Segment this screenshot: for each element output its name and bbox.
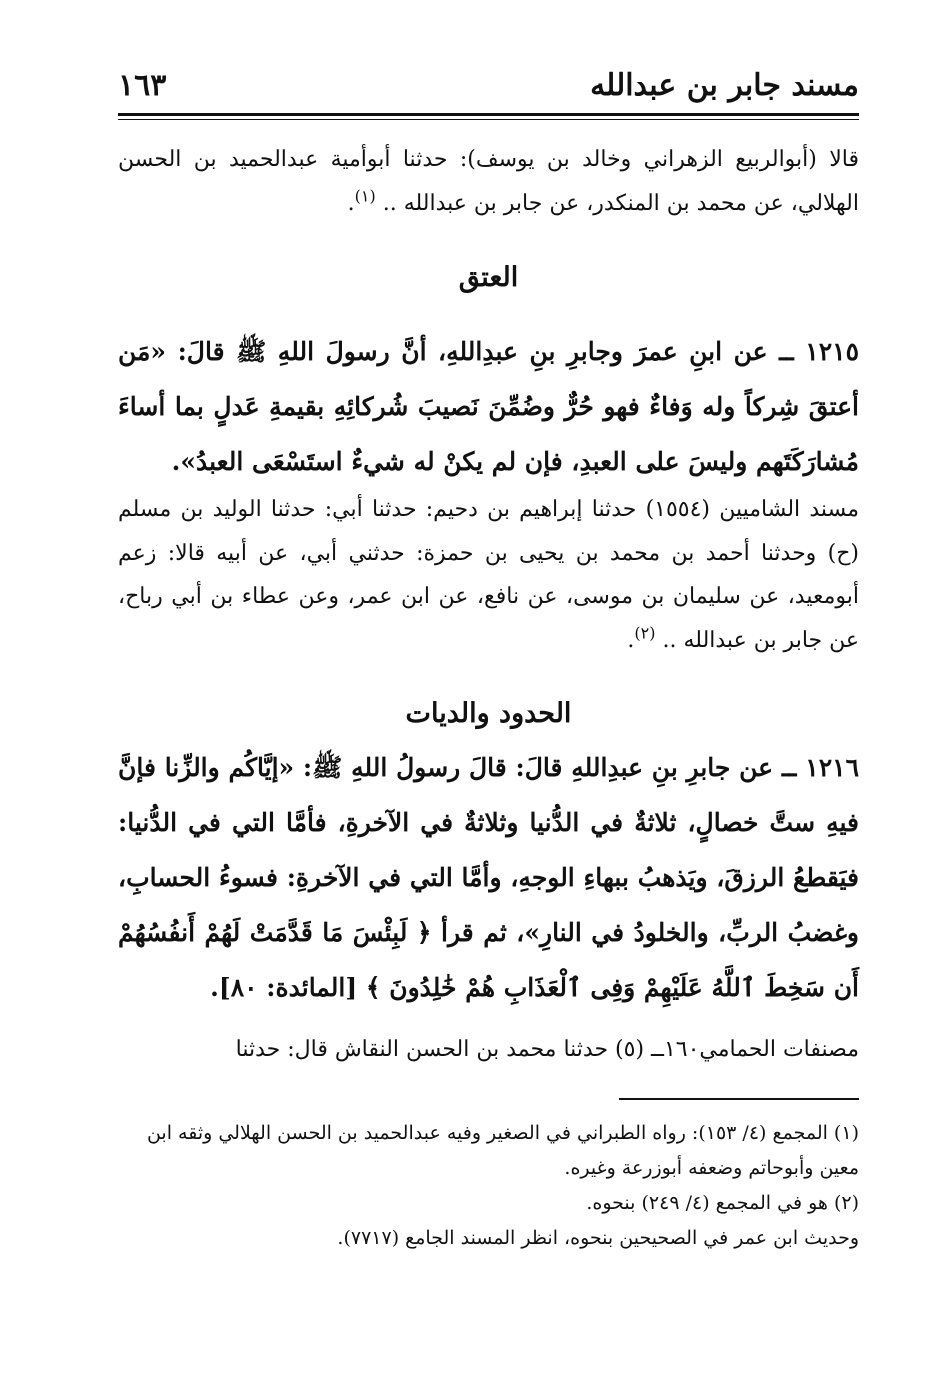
running-title: مسند جابر بن عبدالله <box>590 68 859 103</box>
page-number: ١٦٣ <box>118 68 167 103</box>
hadith-1215-text: ١٢١٥ ــ عن ابنِ عمرَ وجابرِ بنِ عبدِاللهِ، أنَّ رسولَ اللهِ ﷺ قالَ: «مَن أعتقَ شِركاً وله وَفاءٌ فهو حُرٌّ وضُمِّنَ نَصيبَ شُركائِهِ بقيمةِ عَدلٍ بما أساءَ مُشارَكَتَهم وليسَ على العبدِ، فإن لم يكنْ له شيءٌ استَسْعَى العبدُ». <box>118 337 859 476</box>
opening-paragraph-end: . <box>347 190 355 216</box>
footnote-2: (٢) هو في المجمع (٤/ ٢٤٩) بنحوه. <box>586 1192 859 1214</box>
footnote-ref-1: (١) <box>354 186 376 206</box>
footnote-separator <box>619 1098 859 1100</box>
page-header <box>118 62 859 114</box>
hadith-1215-source-end: . <box>627 627 635 653</box>
hadith-1216-source <box>118 1028 859 1072</box>
footnote-ref-2: (٢) <box>634 623 656 643</box>
footnote-2-continued: وحديث ابن عمر في الصحيحين بنحوه، انظر المسند الجامع (٧٧١٧). <box>337 1227 859 1249</box>
hadith-1216-source-text: مصنفات الحمامي١٦٠ــ (٥) حدثنا محمد بن الحسن النقاش قال: حدثنا <box>235 1037 859 1062</box>
header-rule <box>118 113 859 116</box>
section-heading-punishments: الحدود والديات <box>405 698 572 729</box>
hadith-1215 <box>118 324 859 489</box>
footnote-1: (١) المجمع (٤/ ١٥٣): رواه الطبراني في الصغير وفيه عبدالحميد بن الحسن الهلالي وثقه ابن معين وأبوحاتم وضعفه أبوزرعة وغيره. <box>146 1122 859 1179</box>
opening-paragraph-text: قالا (أبوالربيع الزهراني وخالد بن يوسف): حدثنا أبوأمية عبدالحميد بن الحسن الهلالي، عن محمد بن المنكدر، عن جابر بن عبدالله .. <box>118 147 859 216</box>
section-heading-manumission: العتق <box>458 262 519 293</box>
hadith-1216 <box>118 740 859 1015</box>
hadith-1215-source <box>118 488 859 662</box>
opening-paragraph <box>118 138 859 225</box>
header-rule-thin <box>118 119 859 120</box>
hadith-1215-source-text: مسند الشاميين (١٥٥٤) حدثنا إبراهيم بن دحيم: حدثنا أبي: حدثنا الوليد بن مسلم (ح) وحدثنا أحمد بن محمد بن يحيى بن حمزة: حدثني أبي، عن أبيه قالا: زعم أبومعيد، عن سليمان بن موسى، عن نافع، عن ابن عمر، وعن عطاء بن أبي رباح، عن جابر بن عبدالله .. <box>118 497 859 653</box>
footnotes <box>118 1116 859 1256</box>
hadith-1216-text: ١٢١٦ ــ عن جابرِ بنِ عبدِاللهِ قالَ: قالَ رسولُ اللهِ ﷺ: «إيَّاكُم والزِّنا فإنَّ فيهِ ستَّ خصالٍ، ثلاثةٌ في الدُّنيا وثلاثةٌ في الآخرةِ، فأمَّا التي في الدُّنيا: فيَقطعُ الرزقَ، ويَذهبُ ببهاءِ الوجهِ، وأمَّا التي في الآخرةِ: فسوءُ الحسابِ، وغضبُ الربِّ، والخلودُ في النارِ»، ثم قرأ ﴿ لَبِئْسَ مَا قَدَّمَتْ لَهُمْ أَنفُسُهُمْ أَن سَخِطَ ٱللَّهُ عَلَيْهِمْ وَفِى ٱلْعَذَابِ هُمْ خَٰلِدُونَ ﴾ [المائدة: ٨٠]. <box>118 753 859 1002</box>
